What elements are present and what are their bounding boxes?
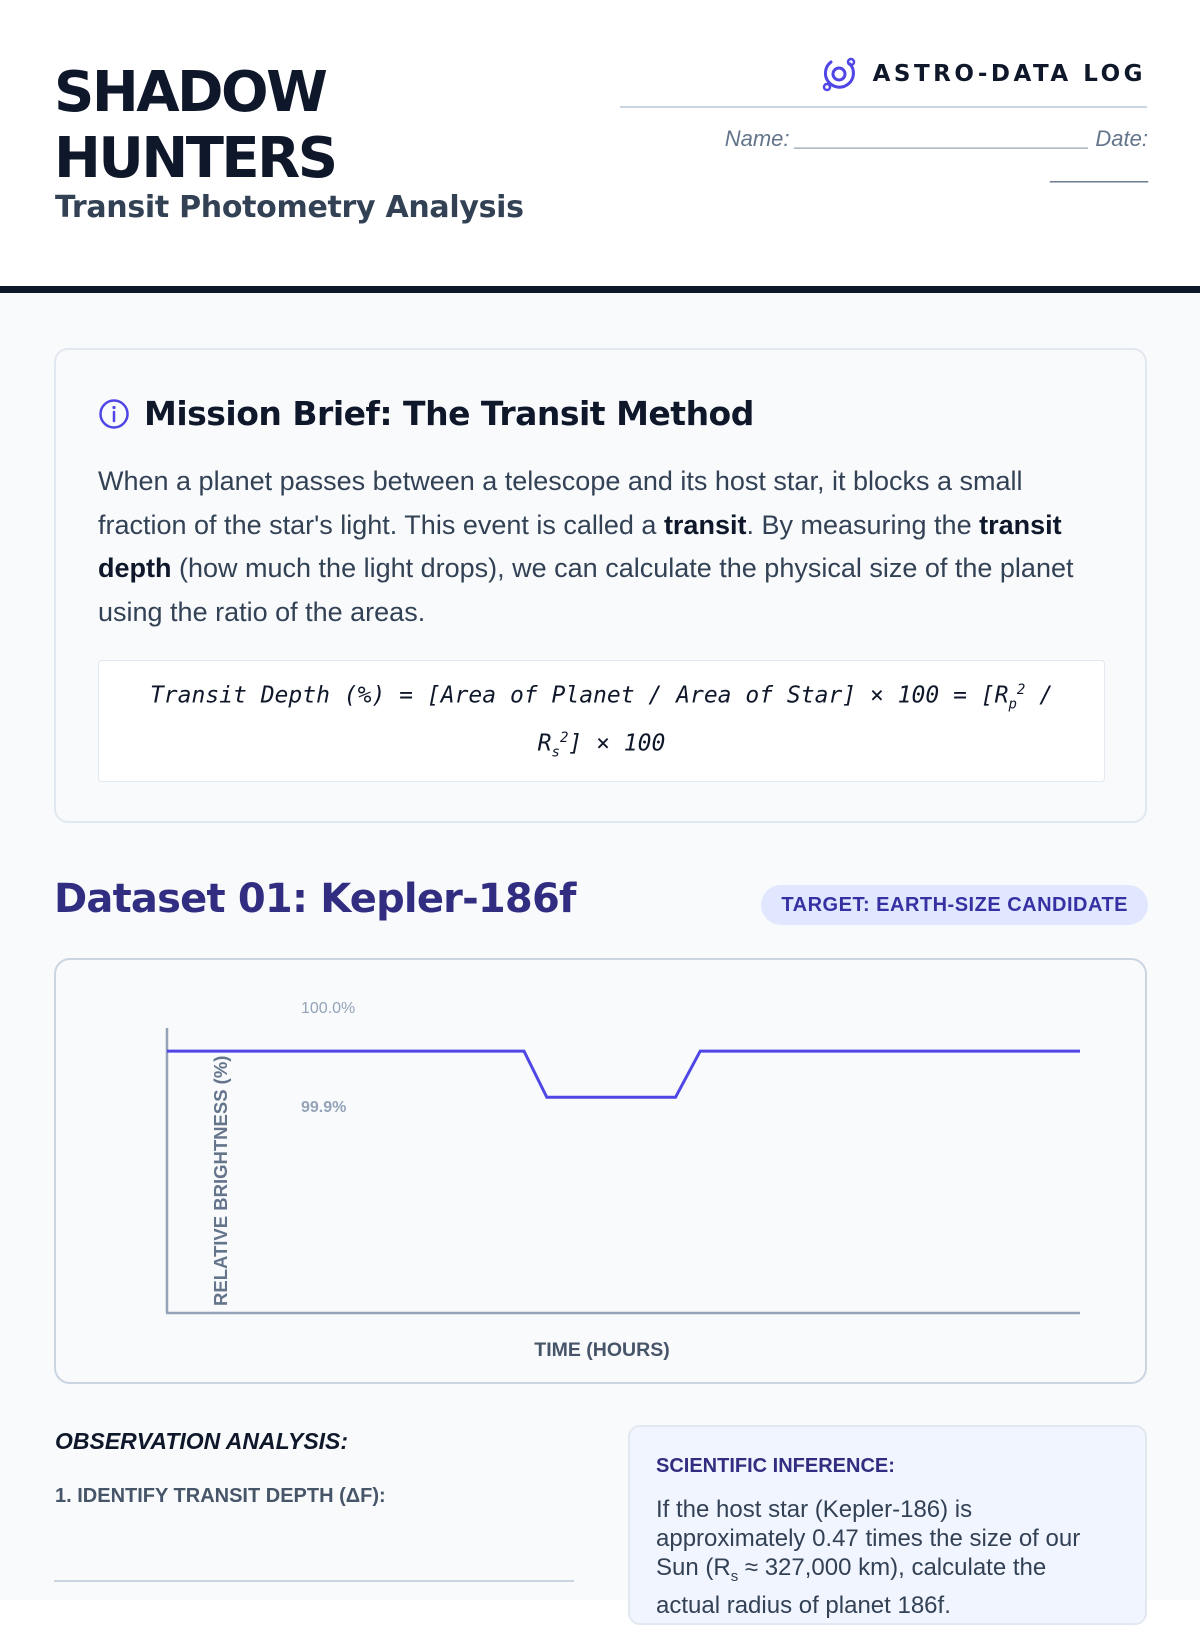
term-transit: transit [663,509,747,540]
formula-box [98,660,1105,782]
term-transit-depth: transit depth [98,509,1062,583]
header-rule [0,286,1200,293]
orbit-icon [819,54,859,94]
header-divider [620,106,1147,108]
dataset-title: Dataset 01: Kepler-186f [54,876,576,922]
mission-brief-heading [98,394,754,433]
y-tick-label: 100.0% [301,1000,356,1017]
brightness-series-line [167,1051,1080,1097]
title-line-2: HUNTERS [54,126,336,191]
date-field[interactable]: ________ [1050,158,1148,183]
x-axis-label: TIME (HOURS) [534,1339,670,1361]
light-curve-chart [54,958,1147,1384]
transit-depth-formula: Transit Depth (%) = [Area of Planet / Area of Star] × $100 = [R_p^2 / R_s^2] \times 100$ [149,681,1054,761]
worksheet-header [0,0,1200,292]
observation-heading: OBSERVATION ANALYSIS: [55,1428,349,1454]
worksheet-subtitle: Transit Photometry Analysis [55,190,524,225]
y-axis-label: RELATIVE BRIGHTNESS (%) [210,1055,231,1306]
light-curve-svg [56,960,1149,1386]
mission-brief-text: When a planet passes between a telescope and its host star, it blocks a small fraction of the star's light. This event is called a transit. By measuring the transit depth (how much the light drops), we can calculate the physical size of the planet using the ratio of the areas. [98,466,1074,627]
title-line-1: SHADOW [54,60,326,125]
astro-log-label [819,52,1146,96]
inference-text: If the host star (Kepler-186) is approximately 0.47 times the size of our Sun ($R_s \approx 327,000$ km), calculate the actual radius of planet 186f. [656,1496,1081,1619]
inference-heading: SCIENTIFIC INFERENCE: [656,1455,895,1477]
scientific-inference-card [628,1425,1147,1625]
y-tick-label: 99.9% [301,1099,347,1116]
question-transit-depth: 1. IDENTIFY TRANSIT DEPTH (ΔF): [55,1485,386,1507]
worksheet-title [54,60,336,192]
mission-brief-title: Mission Brief: The Transit Method [144,394,754,433]
answer-line[interactable] [54,1580,574,1582]
target-badge: TARGET: EARTH-SIZE CANDIDATE [761,885,1148,925]
name-date-field[interactable]: Name: ________________________ Date: [724,126,1148,151]
log-label-text: ASTRO-DATA LOG [872,61,1146,87]
mission-brief-card [54,348,1147,823]
info-icon [98,398,130,430]
